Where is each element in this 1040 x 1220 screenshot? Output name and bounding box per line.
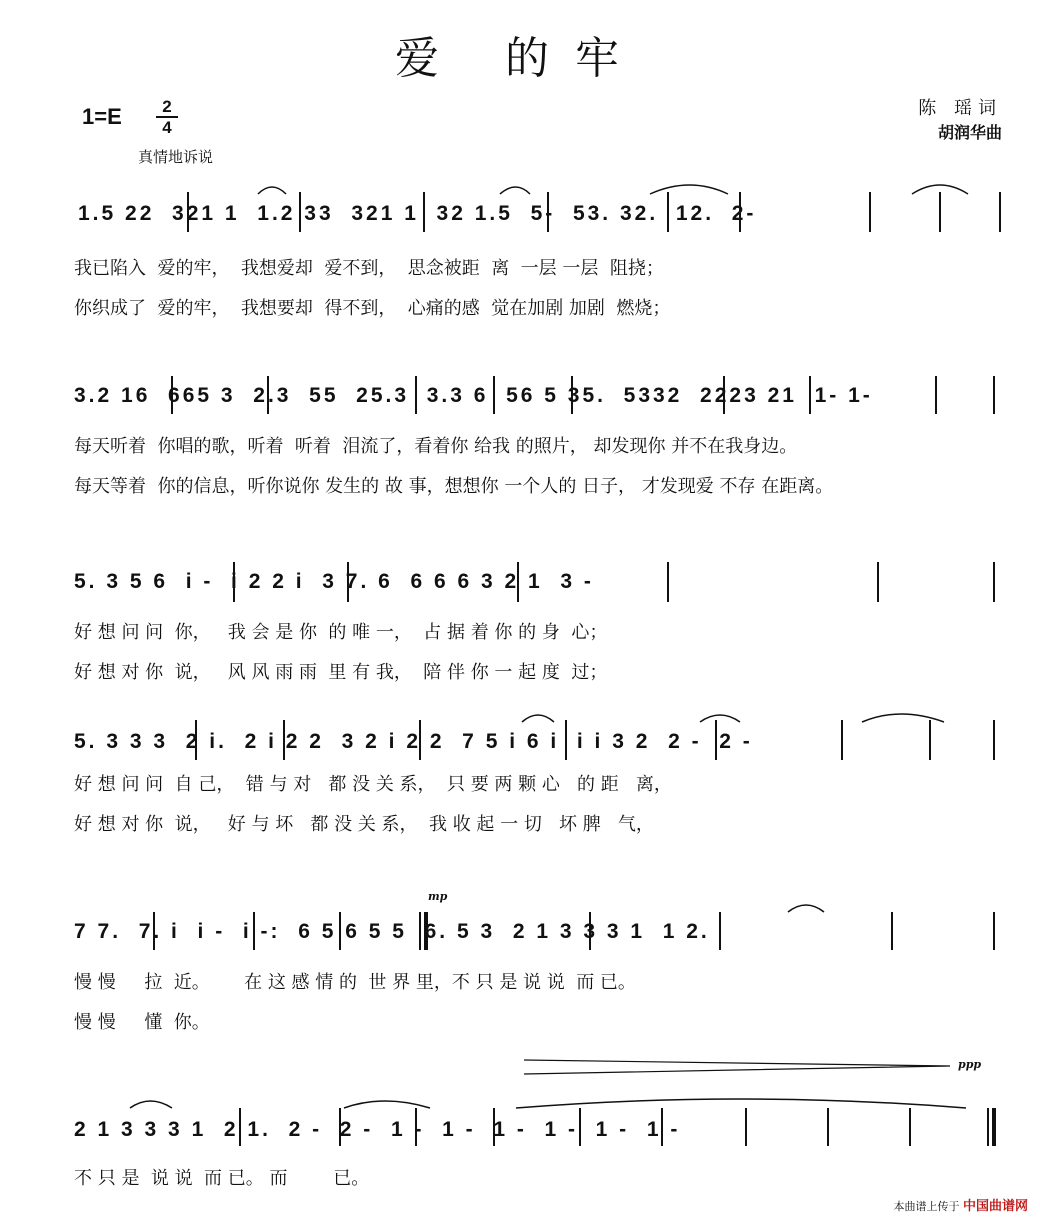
slur	[516, 1099, 966, 1108]
footer-brand: 中国曲谱网	[962, 1199, 1028, 1214]
staff-6-lyrics-1: 不 只 是 说 说 而 已。 而 已。	[74, 1168, 370, 1189]
slur	[130, 1101, 172, 1108]
staff-2-notes: 3.2 16 665 3 2.3 55 25.3 3.3 6 56 5 35. 5332 2223 21 1- 1-	[74, 384, 873, 407]
staff-1-lyrics-1: 我已陷入 爱的牢， 我想爱却 爱不到， 思念被距 离 一层 一层 阻挠；	[74, 258, 664, 279]
staff-4-lyrics-2: 好 想 对 你 说， 好 与 坏 都 没 关 系， 我 收 起 一 切 坏 脾 气，	[74, 814, 654, 835]
diminuendo-hairpin	[524, 1060, 950, 1074]
staff-6-notes: 2 1 3 3 3 1 2 1. 2 - 2 - 1 - 1 - 1 - 1 - 1 - 1 -	[74, 1118, 681, 1141]
slur	[862, 714, 944, 722]
slur	[522, 715, 554, 722]
staff-2-lyrics-1: 每天听着 你唱的歌，听着 听着 泪流了，看着你 给我 的照片， 却发现你 并不在我身边。	[74, 436, 798, 457]
key-signature: 1=E	[82, 104, 122, 129]
time-signature-bottom: 4	[162, 118, 172, 137]
lyricist-credit: 陈 瑶词	[918, 98, 1002, 119]
song-title: 爱 的牢	[395, 33, 645, 84]
staff-3-notes: 5. 3 5 6 i - i 2 2 i 3 7. 6 6 6 6 3 2 1 3 -	[74, 570, 594, 593]
staff-1-notes: 1.5 22 321 1 1.2 33 321 1 32 1.5 5- 53. 32. 12. 2-	[78, 202, 757, 225]
staff-5-lyrics-2: 慢 慢 懂 你。	[74, 1012, 210, 1033]
staff-3-lyrics-1: 好 想 问 问 你， 我 会 是 你 的 唯 一， 占 据 着 你 的 身 心；	[74, 622, 608, 643]
dynamic-ppp: ppp	[958, 1058, 982, 1071]
staff-4-lyrics-1: 好 想 问 问 自 己， 错 与 对 都 没 关 系， 只 要 两 颗 心 的 距 离，	[74, 774, 672, 795]
slur	[700, 715, 740, 722]
composer-credit: 胡润华曲	[937, 123, 1002, 142]
dynamic-mp: mp	[428, 890, 448, 903]
slur	[344, 1101, 430, 1108]
staff-5-lyrics-1: 慢 慢 拉 近。 在 这 感 情 的 世 界 里，不 只 是 说 说 而 已。	[74, 972, 636, 993]
staff-1-lyrics-2: 你织成了 爱的牢， 我想要却 得不到， 心痛的感 觉在加剧 加剧 燃烧；	[74, 298, 671, 319]
staff-4-notes: 5. 3 3 3 2 i. 2 i 2 2 3 2 i 2 2 7 5 i 6 i i i 3 2 2 - 2 -	[74, 730, 753, 753]
slur	[650, 185, 728, 194]
source-watermark	[893, 1195, 1028, 1214]
expression-mark: 真情地诉说	[138, 148, 214, 166]
staff-5-notes: 7 7. 7. i i - i -: 6 5 6 5 5 6. 5 3 2 1 3 3 3 1 1 2.	[74, 920, 710, 943]
staff-3-lyrics-2: 好 想 对 你 说， 风 风 雨 雨 里 有 我， 陪 伴 你 一 起 度 过；	[74, 662, 608, 683]
slur	[500, 187, 530, 194]
slur	[258, 187, 286, 194]
staff-2-lyrics-2: 每天等着 你的信息，听你说你 发生的 故 事，想想你 一个人的 日子， 才发现爱 不存 在距离。	[74, 476, 834, 497]
footer-prefix: 本曲谱上传于	[893, 1200, 960, 1213]
time-signature-top: 2	[162, 97, 172, 116]
slur	[788, 905, 824, 912]
